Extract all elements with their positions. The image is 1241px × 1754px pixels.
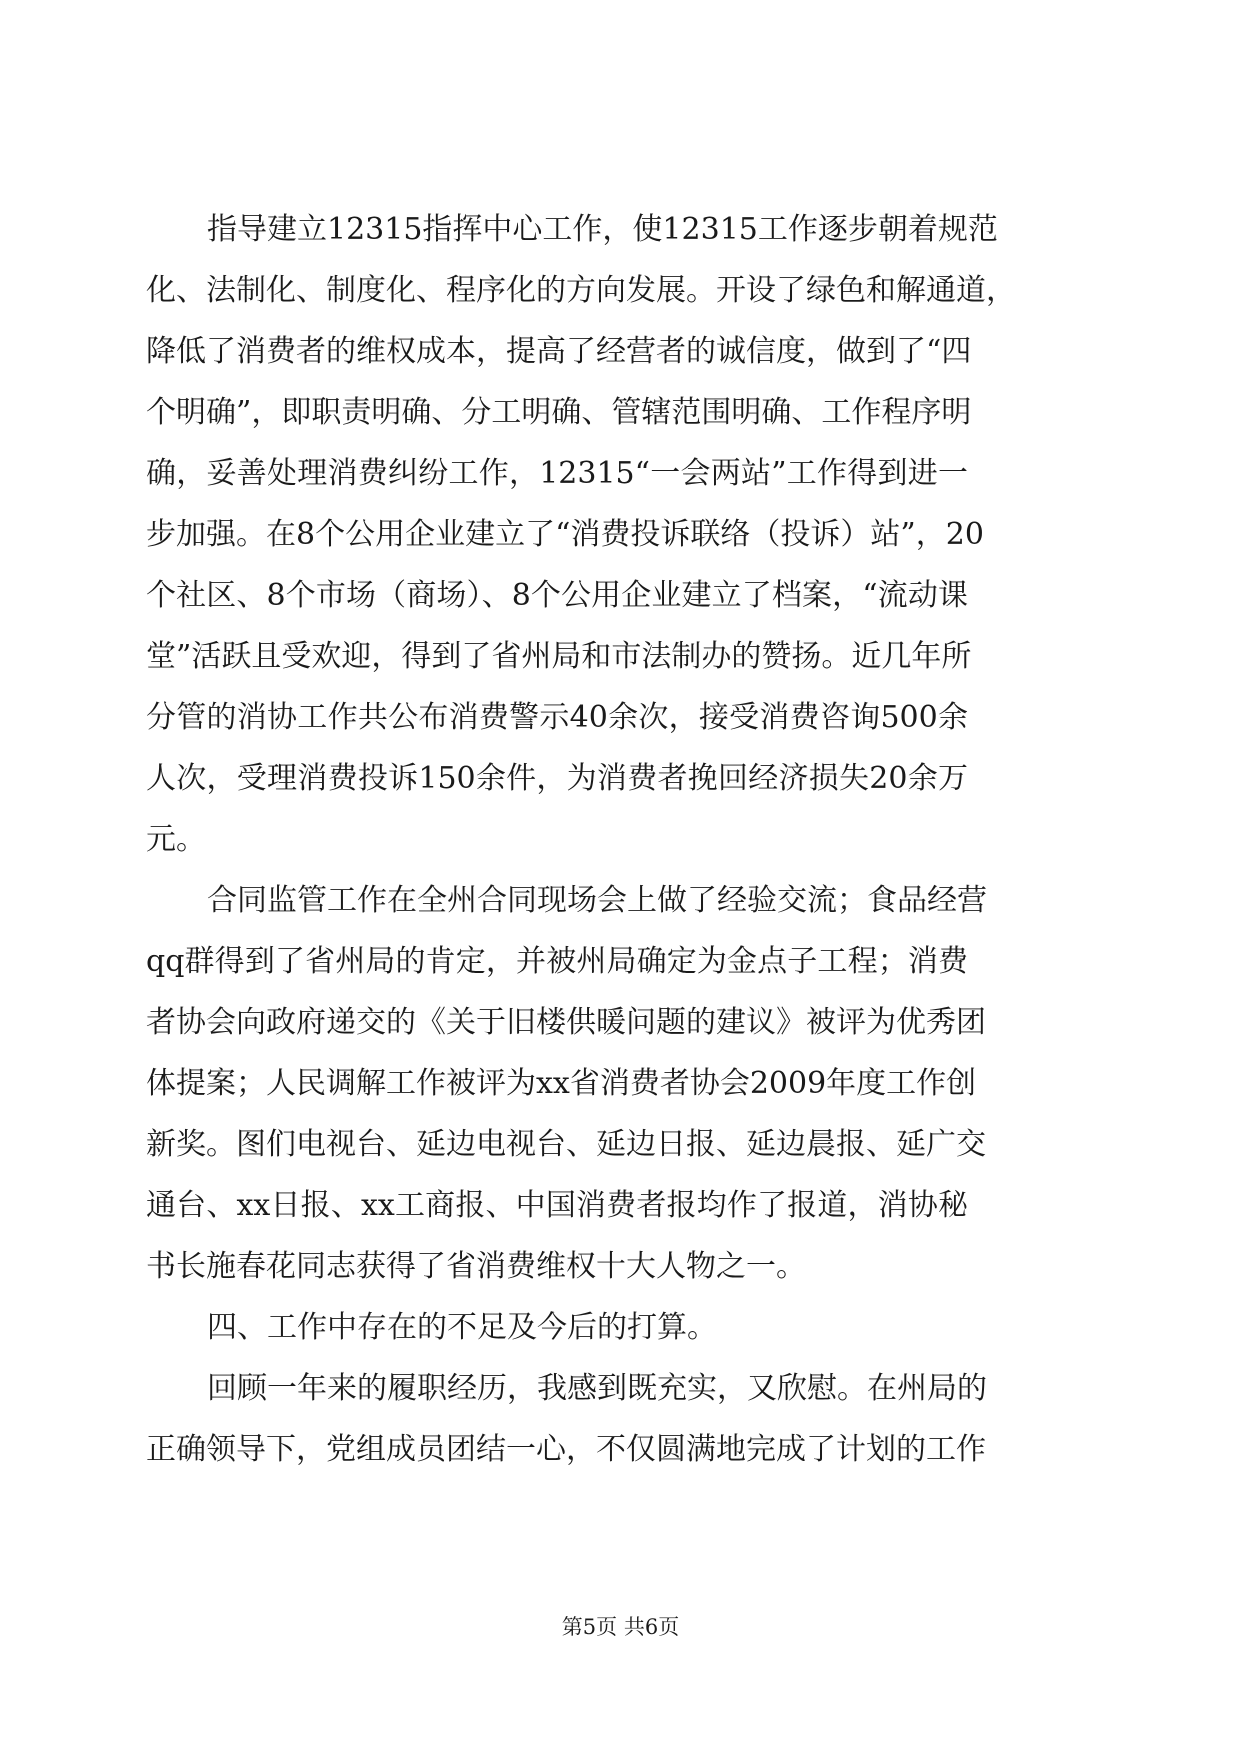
text-line [0, 810, 1241, 870]
page-number-footer: 第5页 共6页 [561, 1615, 680, 1639]
text-line-content: 通台、xx日报、xx工商报、中国消费者报均作了报道，消协秘 [146, 1188, 968, 1223]
text-line [0, 261, 1241, 321]
text-line [0, 566, 1241, 626]
text-line [0, 993, 1241, 1053]
text-line [0, 383, 1241, 443]
text-line-content: 体提案；人民调解工作被评为xx省消费者协会2009年度工作创 [146, 1066, 977, 1101]
text-line-content: 回顾一年来的履职经历，我感到既充实，又欣慰。在州局的 [207, 1371, 987, 1406]
text-line-content: 者协会向政府递交的《关于旧楼供暖问题的建议》被评为优秀团 [146, 1005, 986, 1040]
text-line [0, 688, 1241, 748]
text-line [0, 932, 1241, 992]
text-line [0, 1237, 1241, 1297]
text-line-content: 新奖。图们电视台、延边电视台、延边日报、延边晨报、延广交 [146, 1127, 986, 1162]
text-line-content: 化、法制化、制度化、程序化的方向发展。开设了绿色和解通道， [146, 273, 1016, 308]
text-line-content: 降低了消费者的维权成本，提高了经营者的诚信度，做到了“四 [146, 334, 972, 369]
text-line [0, 627, 1241, 687]
text-line-content: 合同监管工作在全州合同现场会上做了经验交流；食品经营 [207, 883, 987, 918]
text-line [0, 200, 1241, 260]
text-line [0, 322, 1241, 382]
text-line [0, 749, 1241, 809]
section-heading [0, 1298, 1241, 1358]
text-line-content: 个社区、8个市场（商场）、8个公用企业建立了档案，“流动课 [146, 578, 968, 613]
text-line-content: 正确领导下，党组成员团结一心，不仅圆满地完成了计划的工作 [146, 1432, 986, 1467]
text-line-content: 元。 [146, 822, 206, 857]
text-line-content: 分管的消协工作共公布消费警示40余次，接受消费咨询500余 [146, 700, 968, 735]
text-line [0, 1115, 1241, 1175]
text-line [0, 871, 1241, 931]
text-line [0, 1176, 1241, 1236]
text-line-content: 堂”活跃且受欢迎，得到了省州局和市法制办的赞扬。近几年所 [146, 639, 972, 674]
text-line-content: 个明确”，即职责明确、分工明确、管辖范围明确、工作程序明 [146, 395, 972, 430]
text-line-content: qq群得到了省州局的肯定，并被州局确定为金点子工程；消费 [146, 944, 968, 979]
text-line-content: 步加强。在8个公用企业建立了“消费投诉联络（投诉）站”，20 [146, 517, 984, 552]
text-line-content: 指导建立12315指挥中心工作，使12315工作逐步朝着规范 [207, 212, 998, 247]
text-line-content: 书长施春花同志获得了省消费维权十大人物之一。 [146, 1249, 806, 1284]
text-line [0, 444, 1241, 504]
text-line [0, 505, 1241, 565]
text-line [0, 1420, 1241, 1480]
section-heading-text: 四、工作中存在的不足及今后的打算。 [207, 1310, 717, 1345]
text-line [0, 1054, 1241, 1114]
text-line-content: 确，妥善处理消费纠纷工作，12315“一会两站”工作得到进一 [146, 456, 968, 491]
text-line-content: 人次，受理消费投诉150余件，为消费者挽回经济损失20余万 [146, 761, 968, 796]
text-line [0, 1359, 1241, 1419]
